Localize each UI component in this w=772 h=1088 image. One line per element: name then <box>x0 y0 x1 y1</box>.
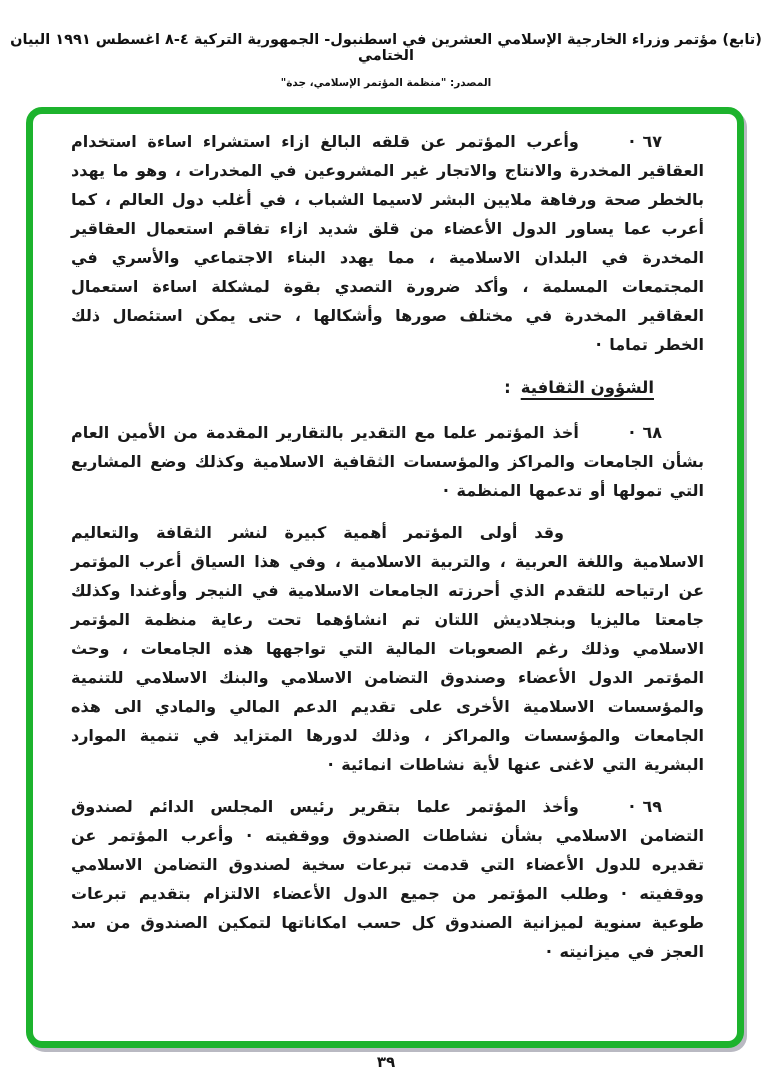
paragraph-68-number: ٦٨ · <box>628 423 662 442</box>
paragraph-67 <box>71 127 704 359</box>
page-number: ٣٩ <box>376 1053 396 1071</box>
highlight-frame <box>26 107 744 1048</box>
paragraph-67-number: ٦٧ · <box>628 132 662 151</box>
paragraph-69-text: وأخذ المؤتمر علما بتقرير رئيس المجلس الدائم لصندوق التضامن الاسلامي بشأن نشاطات الصندوق ووقفيته · وأعرب المؤتمر عن تقديره للدول الأعضاء التي قدمت تبرعات سخية لصندوق التضامن الاسلامي ووقفيته · وطلب المؤتمر من جميع الدول الأعضاء الالتزام بتقديم تبرعات طوعية سنوية لميزانية الصندوق كل حسب امكاناتها لتمكين الصندوق من سد العجز في ميزانيته · <box>71 797 704 961</box>
header-source: المصدر: "منظمة المؤتمر الإسلامي، جدة" <box>280 77 492 89</box>
section-heading-cultural-affairs <box>71 378 654 397</box>
paragraph-67-text: وأعرب المؤتمر عن قلقه البالغ ازاء استشراء اساءة استخدام العقاقير المخدرة والانتاج والاتجار غير المشروعين في المخدرات ، وهو ما يهدد بالخطر صحة ورفاهة ملايين البشر لاسيما الشباب ، في أغلب دول العالم ، كما أعرب عما يساور الدول الأعضاء من قلق شديد ازاء تفاقم استعمال العقاقير المخدرة في البلدان الاسلامية ، مما يهدد البناء الاجتماعي والأسري في المجتمعات المسلمة ، وأكد ضرورة التصدي بقوة لمشكلة اساءة استعمال العقاقير المخدرة في مختلف صورها وأشكالها ، حتى يمكن استئصال ذلك الخطر تماما · <box>71 132 704 354</box>
section-heading-colon: : <box>504 378 511 397</box>
paragraph-68 <box>71 418 704 505</box>
header-title: (تابع) مؤتمر وزراء الخارجية الإسلامي العشرين في اسطنبول- الجمهورية التركية ٤-٨ اغسطس ١٩٩١ البيان الختامي <box>10 32 762 64</box>
document-header <box>0 32 772 89</box>
paragraph-culture-continuation <box>71 518 704 779</box>
section-heading-text: الشؤون الثقافية <box>520 378 654 397</box>
paragraph-culture-continuation-text: وقد أولى المؤتمر أهمية كبيرة لنشر الثقافة والتعاليم الاسلامية واللغة العربية ، والتربية الاسلامية ، وفي هذا السياق أعرب المؤتمر عن ارتياحه للتقدم الذي أحرزته الجامعات الاسلامية في النيجر وأوغندا وكذلك جامعتا ماليزيا وبنجلاديش اللتان تم انشاؤهما تحت رعاية منظمة المؤتمر الاسلامي وذلك رغم الصعوبات المالية التي تواجهها هذه الجامعات ، وحث المؤتمر الدول الأعضاء وصندوق التضامن الاسلامي والبنك الاسلامي للتنمية والمؤسسات الاسلامية الأخرى على تقديم الدعم المالي والمادي الى هذه الجامعات والمؤسسات والمراكز ، وذلك لدورها المتزايد في تنمية الموارد البشرية التي لاغنى عنها لأية نشاطات انمائية · <box>71 523 704 774</box>
paragraph-69 <box>71 792 704 966</box>
paragraph-69-number: ٦٩ · <box>628 797 662 816</box>
paragraph-68-text: أخذ المؤتمر علما مع التقدير بالتقارير المقدمة من الأمين العام بشأن الجامعات والمراكز والمؤسسات الثقافية الاسلامية وكذلك وضع المشاريع التي تمولها أو تدعمها المنظمة · <box>71 423 704 500</box>
